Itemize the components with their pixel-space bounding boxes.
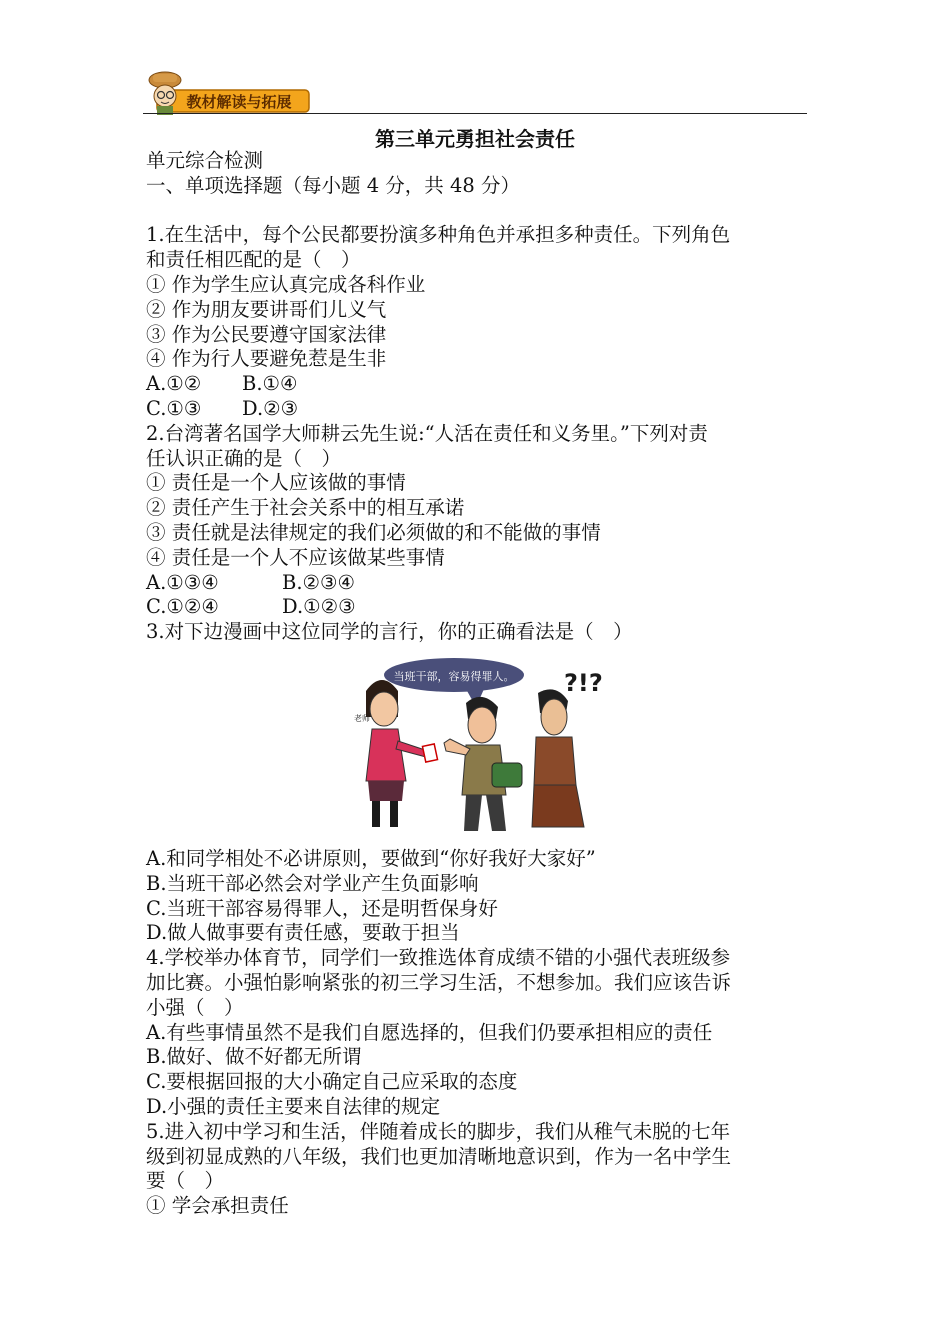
- section-heading: 单元综合检测: [146, 149, 264, 172]
- question-1-options-row: [146, 372, 810, 397]
- question-2-options-row: [146, 571, 810, 596]
- book-logo: [143, 66, 313, 116]
- cartoon-illustration: [146, 651, 810, 839]
- question-4-option-a: A.有些事情虽然不是我们自愿选择的，但我们仍要承担相应的责任: [146, 1020, 713, 1044]
- question-3-stem: 3.对下边漫画中这位同学的言行，你的正确看法是（ ）: [146, 620, 633, 644]
- question-1-options-row: [146, 397, 810, 422]
- student-figure: [444, 697, 522, 831]
- question-1-item: ① 作为学生应认真完成各科作业: [146, 272, 426, 296]
- question-3-option-a: A.和同学相处不必讲原则，要做到“你好我好大家好”: [146, 846, 596, 870]
- question-5-stem-cont: 要（ ）: [146, 1169, 225, 1193]
- svg-text:教材解读与拓展: 教材解读与拓展: [186, 93, 292, 111]
- question-4-stem-cont: 小强（ ）: [146, 995, 244, 1019]
- question-5-stem-cont: 级到初显成熟的八年级，我们也更加清晰地意识到，作为一名中学生: [146, 1144, 732, 1168]
- question-1-stem-cont: 和责任相匹配的是（ ）: [146, 248, 361, 272]
- question-4-option-b: B.做好、做不好都无所谓: [146, 1045, 362, 1069]
- question-5-stem: 5.进入初中学习和生活，伴随着成长的脚步，我们从稚气未脱的七年: [146, 1119, 731, 1143]
- question-2-stem-cont: 任认识正确的是（ ）: [146, 446, 342, 470]
- question-3-option-c: C.当班干部容易得罪人，还是明哲保身好: [146, 896, 498, 920]
- question-2-item: ③ 责任就是法律规定的我们必须做的和不能做的事情: [146, 520, 601, 544]
- question-1-item: ④ 作为行人要避免惹是生非: [146, 347, 387, 371]
- question-2-item: ② 责任产生于社会关系中的相互承诺: [146, 496, 465, 520]
- question-4-stem-cont: 加比赛。小强怕影响紧张的初三学习生活，不想参加。我们应该告诉: [146, 970, 732, 994]
- document-body: [146, 149, 810, 1219]
- part-heading: 一、单项选择题（每小题 4 分，共 48 分）: [146, 173, 521, 197]
- option-b: B.②③④: [282, 570, 355, 594]
- question-5-item: ① 学会承担责任: [146, 1194, 289, 1218]
- svg-text:当班干部，容易得罪人。: 当班干部，容易得罪人。: [393, 669, 515, 683]
- option-c: C.①③: [146, 396, 202, 420]
- svg-text:?!?: ?!?: [564, 668, 603, 697]
- header-rule: [143, 113, 807, 114]
- question-2-stem: 2.台湾著名国学大师耕云先生说:“人活在责任和义务里。”下列对责: [146, 421, 708, 445]
- question-2-options-row: [146, 595, 810, 620]
- question-2-item: ① 责任是一个人应该做的事情: [146, 471, 406, 495]
- question-3-option-d: D.做人做事要有责任感，要敢于担当: [146, 921, 460, 945]
- question-4-stem: 4.学校举办体育节，同学们一致推选体育成绩不错的小强代表班级参: [146, 946, 731, 970]
- question-4-option-d: D.小强的责任主要来自法律的规定: [146, 1094, 441, 1118]
- option-a: A.①③④: [146, 570, 219, 594]
- question-1-item: ③ 作为公民要遵守国家法律: [146, 322, 387, 346]
- svg-text:老师: 老师: [354, 713, 370, 723]
- question-1-stem: 1.在生活中，每个公民都要扮演多种角色并承担多种责任。下列角色: [146, 223, 731, 247]
- option-c: C.①②④: [146, 595, 219, 619]
- option-d: D.①②③: [282, 595, 356, 619]
- question-1-item: ② 作为朋友要讲哥们儿义气: [146, 297, 387, 321]
- option-b: B.①④: [242, 372, 298, 396]
- option-d: D.②③: [242, 396, 299, 420]
- teacher-figure: [354, 680, 438, 827]
- page-header: [143, 64, 807, 116]
- question-3-option-b: B.当班干部必然会对学业产生负面影响: [146, 871, 479, 895]
- question-2-item: ④ 责任是一个人不应该做某些事情: [146, 545, 445, 569]
- onlooker-figure: [532, 689, 584, 827]
- page-title: 第三单元勇担社会责任: [375, 127, 575, 151]
- question-4-option-c: C.要根据回报的大小确定自己应采取的态度: [146, 1070, 518, 1094]
- option-a: A.①②: [146, 372, 202, 396]
- cartoon-image: [336, 651, 616, 839]
